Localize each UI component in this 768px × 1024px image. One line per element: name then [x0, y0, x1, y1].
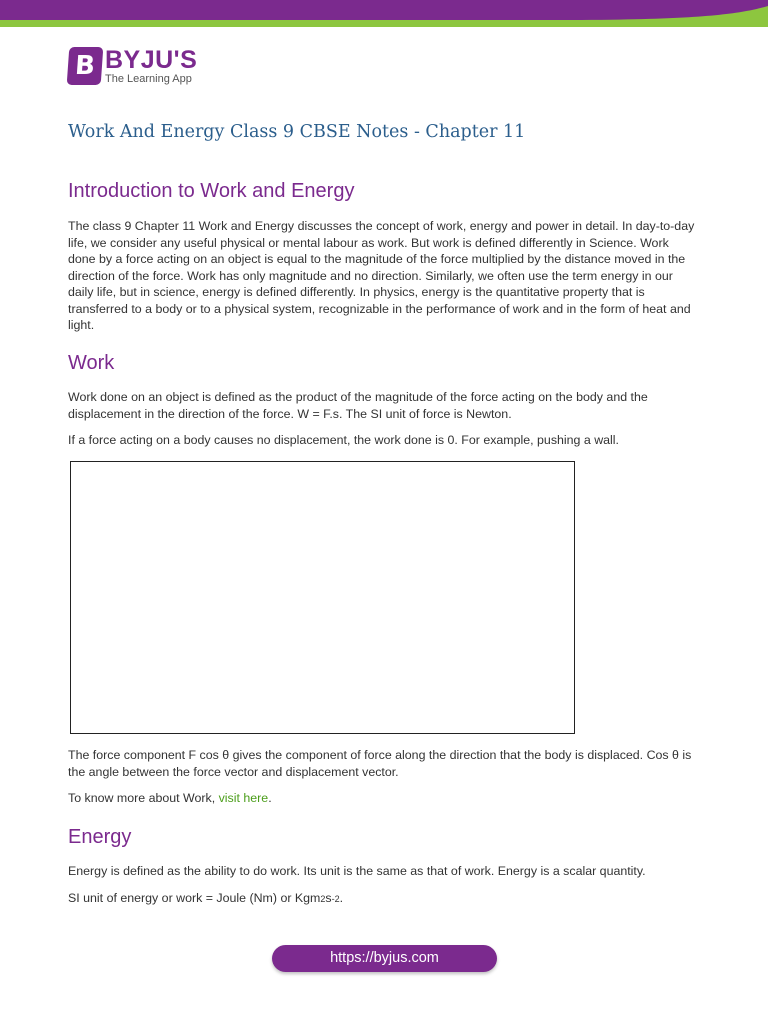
si-unit-text: SI unit of energy or work = Joule (Nm) or Kgm — [68, 891, 321, 905]
si-unit-sup-1: 2 — [320, 894, 326, 904]
si-unit-suffix: . — [339, 891, 344, 905]
intro-paragraph: The class 9 Chapter 11 Work and Energy discusses the concept of work, energy and power in detail. In day-to-day life, we consider any useful physical or mental labour as work. But work is defined differently in Science. Work done by a force acting on an object is equal to the magnitude of the force multiplied by the distance moved in the direction of the force. Work has only magnitude and no direction. Similarly, we often use the term energy in our daily life, but in science, energy is defined differently. In physics, energy is the quantitative property that is transferred to a body or to a physical system, recognizable in the performance of work and in the form of heat and light. — [68, 219, 695, 332]
energy-paragraph-1: Energy is defined as the ability to do work. Its unit is the same as that of work. Energy is a scalar quantity. — [68, 864, 646, 878]
top-decorative-banner — [0, 0, 768, 30]
work-paragraph-2: If a force acting on a body causes no displacement, the work done is 0. For example, pushing a wall. — [68, 433, 620, 447]
logo-tagline: The Learning App — [105, 72, 192, 85]
logo-mark-icon: B — [67, 47, 104, 85]
si-unit-mid: s — [325, 891, 332, 905]
document-title: Work And Energy Class 9 CBSE Notes - Chapter 11 — [68, 122, 526, 142]
work-figure-placeholder — [70, 461, 575, 734]
work-paragraph-3: The force component F cos θ gives the component of force along the direction that the body is displaced. Cos θ is the angle between the force vector and displacement vector. — [68, 748, 692, 779]
energy-heading: Energy — [68, 826, 132, 848]
visit-here-link[interactable]: visit here — [218, 791, 269, 805]
work-paragraph-1: Work done on an object is defined as the product of the magnitude of the force acting on the body and the displacement in the direction of the force. W = F.s. The SI unit of force is Newton. — [68, 390, 648, 421]
footer-url-button[interactable]: https://byjus.com — [272, 945, 497, 972]
work-more-paragraph — [68, 790, 696, 807]
intro-heading: Introduction to Work and Energy — [68, 180, 355, 202]
si-unit-sup-2: -2 — [331, 894, 340, 904]
work-more-suffix: . — [268, 791, 272, 805]
work-heading: Work — [68, 352, 115, 374]
logo-name: BYJU'S — [105, 45, 198, 74]
byjus-logo — [68, 47, 197, 85]
work-more-text: To know more about Work, — [68, 791, 219, 805]
energy-paragraph-2 — [68, 890, 696, 908]
